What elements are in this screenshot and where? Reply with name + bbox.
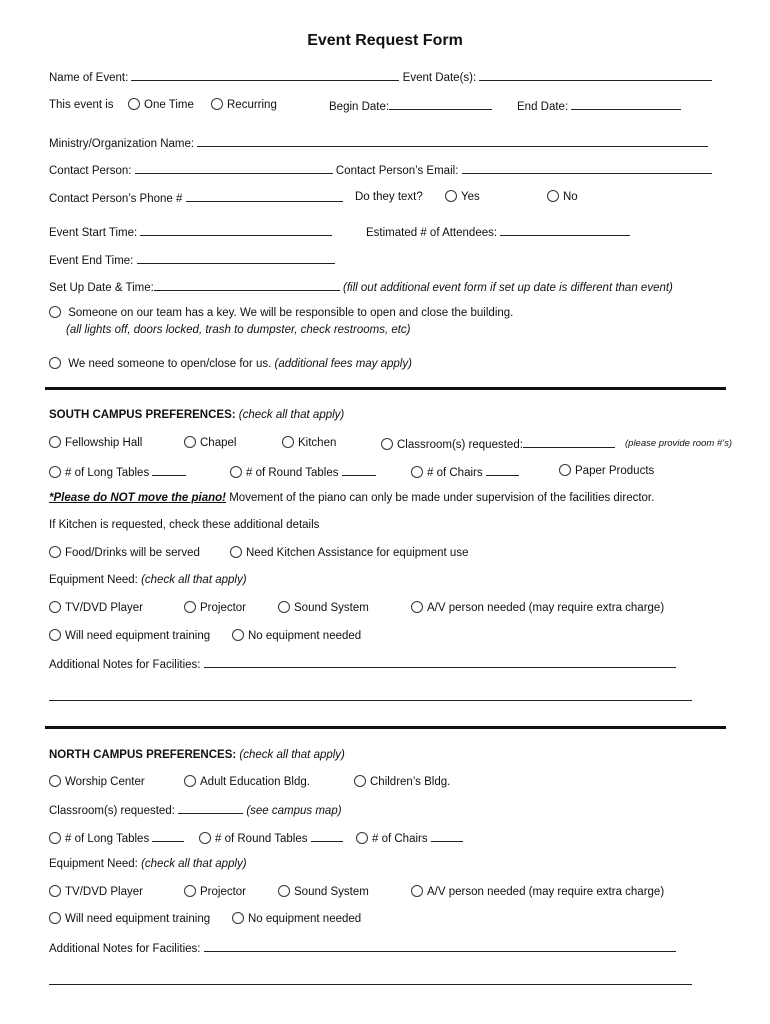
begin-date-label: Begin Date: — [329, 101, 390, 113]
chapel-label: Chapel — [200, 437, 237, 449]
name-of-event-label: Name of Event: — [49, 72, 129, 84]
north-equipment-row — [49, 857, 247, 871]
childrens-option[interactable] — [354, 775, 450, 789]
north-notes-field[interactable] — [204, 940, 676, 952]
north-training-option[interactable] — [49, 912, 210, 926]
attendees-label: Estimated # of Attendees: — [366, 227, 498, 239]
recurring-radio[interactable] — [211, 98, 223, 110]
event-end-row — [49, 252, 335, 268]
south-long-tables-radio[interactable] — [49, 466, 61, 478]
north-classrooms-row — [49, 802, 342, 818]
fellowship-hall-radio[interactable] — [49, 436, 61, 448]
one-time-label: One Time — [144, 99, 194, 111]
paper-products-option[interactable] — [559, 464, 654, 478]
north-no-equipment-label: No equipment needed — [248, 913, 362, 925]
attendees-row — [366, 224, 630, 240]
south-heading — [49, 408, 344, 422]
north-round-tables-radio[interactable] — [199, 832, 211, 844]
north-heading-note: (check all that apply) — [239, 749, 345, 761]
north-no-equipment-radio[interactable] — [232, 912, 244, 924]
setup-row — [49, 279, 673, 295]
name-of-event-field[interactable] — [131, 69, 399, 81]
food-label: Food/Drinks will be served — [65, 547, 200, 559]
key-option-label: Someone on our team has a key. We will be responsible to open and close the building. — [68, 307, 514, 319]
north-av-radio[interactable] — [411, 885, 423, 897]
setup-note: (fill out additional event form if set up date is different than event) — [343, 282, 673, 294]
event-start-field[interactable] — [140, 224, 332, 236]
fellowship-hall-label: Fellowship Hall — [65, 437, 143, 449]
north-long-tables-radio[interactable] — [49, 832, 61, 844]
south-round-tables-radio[interactable] — [230, 466, 242, 478]
north-chairs-field[interactable] — [431, 830, 463, 842]
south-heading-note: (check all that apply) — [238, 409, 345, 421]
south-classrooms-radio[interactable] — [381, 438, 393, 450]
text-yes-radio[interactable] — [445, 190, 457, 202]
south-notes-row — [49, 656, 676, 672]
south-chairs-radio[interactable] — [411, 466, 423, 478]
north-sound-radio[interactable] — [278, 885, 290, 897]
open-close-label: We need someone to open/close for us. — [68, 358, 272, 370]
north-equipment-label: Equipment Need: — [49, 858, 138, 870]
north-sound-option[interactable] — [278, 885, 369, 899]
section-divider — [45, 726, 726, 729]
south-no-equipment-option[interactable] — [232, 629, 361, 643]
south-av-label: A/V person needed (may require extra charge) — [427, 602, 665, 614]
north-sound-label: Sound System — [294, 886, 369, 898]
south-training-radio[interactable] — [49, 629, 61, 641]
end-date-field[interactable] — [571, 98, 681, 110]
south-tv-label: TV/DVD Player — [65, 602, 143, 614]
north-round-tables-field[interactable] — [311, 830, 343, 842]
text-yes-label: Yes — [461, 191, 480, 203]
south-training-option[interactable] — [49, 629, 210, 643]
south-long-tables-field[interactable] — [152, 464, 186, 476]
south-chairs-field[interactable] — [486, 464, 519, 476]
south-equipment-note: (check all that apply) — [141, 574, 247, 586]
south-tv-option[interactable] — [49, 601, 143, 615]
north-classrooms-field[interactable] — [178, 802, 243, 814]
south-notes-field[interactable] — [204, 656, 676, 668]
setup-label: Set Up Date & Time: — [49, 282, 154, 294]
north-chairs-radio[interactable] — [356, 832, 368, 844]
south-av-option[interactable] — [411, 601, 664, 615]
north-training-radio[interactable] — [49, 912, 61, 924]
south-projector-option[interactable] — [184, 601, 246, 615]
open-close-note: (additional fees may apply) — [274, 358, 412, 370]
key-option[interactable] — [49, 306, 513, 320]
ministry-row — [49, 135, 708, 151]
text-no-radio[interactable] — [547, 190, 559, 202]
south-round-tables-option[interactable] — [230, 464, 376, 480]
north-equipment-note: (check all that apply) — [141, 858, 247, 870]
worship-center-option[interactable] — [49, 775, 145, 789]
south-classrooms-option[interactable] — [381, 436, 615, 452]
paper-products-radio[interactable] — [559, 464, 571, 476]
north-projector-label: Projector — [200, 886, 247, 898]
ministry-field[interactable] — [197, 135, 708, 147]
attendees-field[interactable] — [500, 224, 630, 236]
south-long-tables-label: # of Long Tables — [65, 467, 150, 479]
south-training-label: Will need equipment training — [65, 630, 211, 642]
childrens-label: Children’s Bldg. — [370, 776, 451, 788]
event-end-label: Event End Time: — [49, 255, 134, 267]
north-heading — [49, 748, 345, 762]
north-chairs-label: # of Chairs — [372, 833, 428, 845]
this-event-is-label: This event is — [49, 99, 114, 111]
piano-warning: *Please do NOT move the piano! — [49, 492, 227, 504]
contact-phone-label: Contact Person’s Phone # — [49, 193, 183, 205]
south-long-tables-option[interactable] — [49, 464, 186, 480]
north-long-tables-option[interactable] — [49, 830, 184, 846]
key-note: (all lights off, doors locked, trash to dumpster, check restrooms, etc) — [66, 324, 411, 336]
north-classrooms-label: Classroom(s) requested: — [49, 805, 175, 817]
south-av-radio[interactable] — [411, 601, 423, 613]
event-dates-field[interactable] — [479, 69, 712, 81]
chapel-option[interactable] — [184, 436, 236, 450]
south-sound-option[interactable] — [278, 601, 369, 615]
south-no-equipment-radio[interactable] — [232, 629, 244, 641]
kitchen-assist-option[interactable] — [230, 546, 468, 560]
food-option[interactable] — [49, 546, 200, 560]
south-classrooms-label: Classroom(s) requested: — [397, 439, 523, 451]
contact-email-field[interactable] — [462, 162, 712, 174]
north-round-tables-label: # of Round Tables — [215, 833, 308, 845]
contact-phone-field[interactable] — [186, 190, 343, 202]
text-no-label: No — [563, 191, 578, 203]
recurring-option[interactable] — [211, 98, 277, 112]
event-dates-label: Event Date(s): — [402, 72, 477, 84]
north-av-label: A/V person needed (may require extra charge) — [427, 886, 665, 898]
open-close-radio[interactable] — [49, 357, 61, 369]
kitchen-assist-label: Need Kitchen Assistance for equipment use — [246, 547, 469, 559]
north-notes-line-2[interactable] — [49, 984, 692, 985]
event-type-row — [49, 98, 114, 112]
text-yes-option[interactable] — [445, 190, 480, 204]
event-start-row — [49, 224, 332, 240]
south-heading-label: SOUTH CAMPUS PREFERENCES: — [49, 409, 236, 421]
north-tv-radio[interactable] — [49, 885, 61, 897]
north-av-option[interactable] — [411, 885, 664, 899]
north-tv-option[interactable] — [49, 885, 143, 899]
south-equipment-row — [49, 573, 247, 587]
south-round-tables-label: # of Round Tables — [246, 467, 339, 479]
kitchen-assist-radio[interactable] — [230, 546, 242, 558]
north-chairs-option[interactable] — [356, 830, 463, 846]
open-close-option[interactable] — [49, 357, 412, 371]
north-long-tables-label: # of Long Tables — [65, 833, 150, 845]
worship-center-label: Worship Center — [65, 776, 145, 788]
contact-row — [49, 162, 712, 178]
north-projector-option[interactable] — [184, 885, 246, 899]
north-notes-label: Additional Notes for Facilities: — [49, 943, 201, 955]
kitchen-radio[interactable] — [282, 436, 294, 448]
begin-date-field[interactable] — [389, 98, 492, 110]
section-divider — [45, 387, 726, 390]
south-chairs-label: # of Chairs — [427, 467, 483, 479]
north-tv-label: TV/DVD Player — [65, 886, 143, 898]
south-equipment-label: Equipment Need: — [49, 574, 138, 586]
south-round-tables-field[interactable] — [342, 464, 376, 476]
end-date-label: End Date: — [517, 101, 569, 113]
kitchen-option[interactable] — [282, 436, 336, 450]
setup-field[interactable] — [154, 279, 340, 291]
north-round-tables-option[interactable] — [199, 830, 343, 846]
do-they-text-label: Do they text? — [355, 191, 423, 203]
kitchen-label: Kitchen — [298, 437, 337, 449]
chapel-radio[interactable] — [184, 436, 196, 448]
key-radio[interactable] — [49, 306, 61, 318]
north-projector-radio[interactable] — [184, 885, 196, 897]
ministry-label: Ministry/Organization Name: — [49, 138, 195, 150]
name-of-event-row — [49, 69, 712, 85]
adult-ed-label: Adult Education Bldg. — [200, 776, 310, 788]
north-long-tables-field[interactable] — [152, 830, 184, 842]
worship-center-radio[interactable] — [49, 775, 61, 787]
recurring-label: Recurring — [227, 99, 277, 111]
piano-text: Movement of the piano can only be made under supervision of the facilities director. — [229, 492, 655, 504]
room-note: (please provide room #’s) — [625, 438, 733, 449]
south-notes-line-2[interactable] — [49, 700, 692, 701]
paper-products-label: Paper Products — [575, 465, 655, 477]
north-no-equipment-option[interactable] — [232, 912, 361, 926]
piano-row — [49, 491, 654, 505]
adult-ed-option[interactable] — [184, 775, 310, 789]
south-sound-label: Sound System — [294, 602, 369, 614]
one-time-option[interactable] — [128, 98, 194, 112]
adult-ed-radio[interactable] — [184, 775, 196, 787]
south-projector-radio[interactable] — [184, 601, 196, 613]
south-tv-radio[interactable] — [49, 601, 61, 613]
fellowship-hall-option[interactable] — [49, 436, 142, 450]
contact-person-label: Contact Person: — [49, 165, 132, 177]
event-end-field[interactable] — [137, 252, 335, 264]
one-time-radio[interactable] — [128, 98, 140, 110]
north-heading-label: NORTH CAMPUS PREFERENCES: — [49, 749, 237, 761]
south-no-equipment-label: No equipment needed — [248, 630, 362, 642]
end-date-row — [517, 98, 681, 114]
childrens-radio[interactable] — [354, 775, 366, 787]
text-no-option[interactable] — [547, 190, 578, 204]
campus-map-note: (see campus map) — [246, 805, 342, 817]
north-notes-row — [49, 940, 676, 956]
contact-person-field[interactable] — [135, 162, 333, 174]
kitchen-details-label: If Kitchen is requested, check these additional details — [49, 519, 320, 531]
page-title: Event Request Form — [307, 32, 463, 49]
south-classrooms-field[interactable] — [523, 436, 615, 448]
event-start-label: Event Start Time: — [49, 227, 138, 239]
south-chairs-option[interactable] — [411, 464, 519, 480]
south-notes-label: Additional Notes for Facilities: — [49, 659, 201, 671]
south-projector-label: Projector — [200, 602, 247, 614]
north-training-label: Will need equipment training — [65, 913, 211, 925]
food-radio[interactable] — [49, 546, 61, 558]
contact-email-label: Contact Person’s Email: — [335, 165, 459, 177]
south-sound-radio[interactable] — [278, 601, 290, 613]
begin-date-row — [329, 98, 492, 114]
phone-row — [49, 190, 343, 206]
